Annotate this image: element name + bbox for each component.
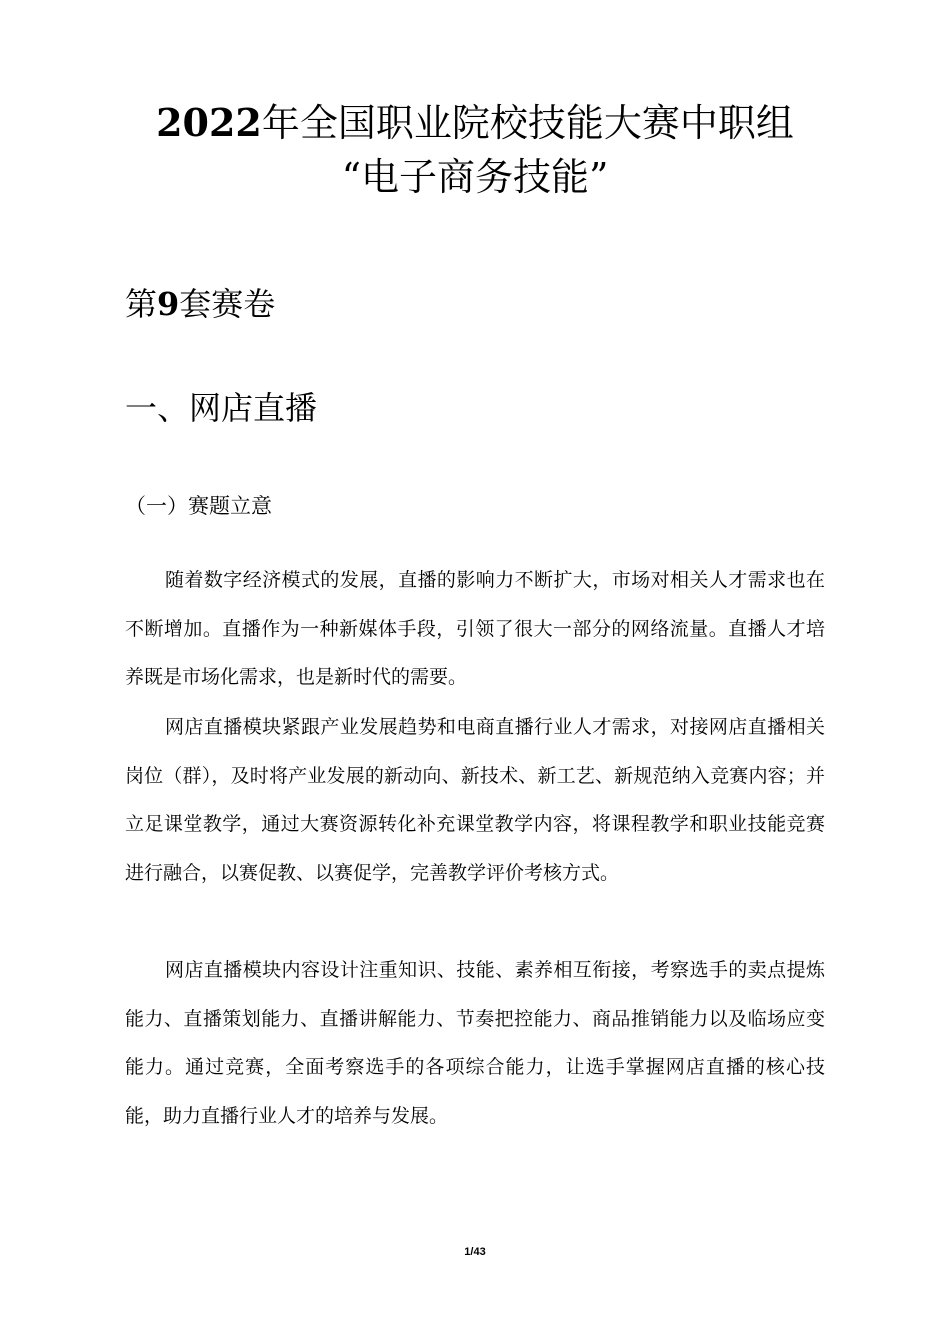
section-heading: 一、网店直播 bbox=[125, 389, 318, 427]
body-paragraph-3: 网店直播模块内容设计注重知识、技能、素养相互衔接，考察选手的卖点提炼能力、直播策划能力、直播讲解能力、节奏把控能力、商品推销能力以及临场应变能力。通过竞赛，全面考察选手的各项综合能力，让选手掌握网店直播的核心技能，助力直播行业人才的培养与发展。 bbox=[125, 959, 825, 1127]
document-title-line2: “电子商务技能” bbox=[341, 155, 609, 199]
title-competition-name: 年全国职业院校技能大赛中职组 bbox=[261, 101, 794, 145]
page-number: 1/43 bbox=[464, 1246, 486, 1258]
set-prefix: 第 bbox=[125, 285, 158, 323]
sub-heading: （一）赛题立意 bbox=[125, 494, 272, 518]
set-number: 9 bbox=[157, 285, 180, 323]
set-suffix: 套赛卷 bbox=[179, 285, 276, 323]
body-paragraph-2: 网店直播模块紧跟产业发展趋势和电商直播行业人才需求，对接网店直播相关岗位（群），及时将产业发展的新动向、新技术、新工艺、新规范纳入竞赛内容；并立足课堂教学，通过大赛资源转化补充课堂教学内容，将课程教学和职业技能竞赛进行融合，以赛促教、以赛促学，完善教学评价考核方式。 bbox=[125, 716, 825, 884]
document-title-line1 bbox=[0, 98, 950, 148]
body-paragraph-1: 随着数字经济模式的发展，直播的影响力不断扩大，市场对相关人才需求也在不断增加。直播作为一种新媒体手段，引领了很大一部分的网络流量。直播人才培养既是市场化需求，也是新时代的需要。 bbox=[125, 569, 825, 688]
title-year: 2022 bbox=[156, 100, 262, 145]
exam-set-title bbox=[125, 282, 275, 326]
